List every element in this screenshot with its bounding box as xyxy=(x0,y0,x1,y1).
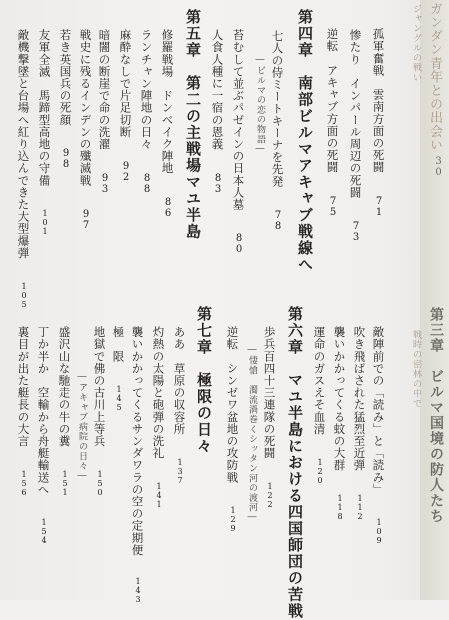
toc-item: 吹き飛ばされた猛烈至近弾 112 xyxy=(352,326,367,521)
toc-item: 麻酔なしで片足切断 92 xyxy=(118,29,133,183)
toc-item: 裏目が出た艇長の大言 156 xyxy=(16,326,31,497)
toc-item: 歩兵百四十三連隊の死闘 122 xyxy=(262,326,277,509)
toc-item: 丁か半か 空輸から舟艇輸送へ 154 xyxy=(36,326,51,546)
toc-item: 若き英国兵の死顔 98 xyxy=(58,29,73,171)
chapter-title: 第四章 南部ビルマアキャブ戦線へ xyxy=(296,9,314,273)
toc-subtitle: ―悽愴 濁流渦巻くシッタン河の渡河― xyxy=(247,345,257,524)
right-edge-title: ガンダン青年との出会い xyxy=(427,2,442,152)
right-edge-subtitle: ジャングルの戦い xyxy=(411,4,421,83)
toc-item: 極 限 145 xyxy=(111,326,126,412)
toc-item: 修羅戦場 ドンベイク陣地 86 xyxy=(160,29,175,219)
toc-item: 友軍全滅 馬蹄型高地の守備 101 xyxy=(37,29,52,236)
toc-item: 灼熱の太陽と砲弾の洗礼 141 xyxy=(151,326,166,509)
toc-item: 七人の侍ミートキーナを先発 78 xyxy=(270,30,285,232)
right-edge-page: 30 xyxy=(433,156,444,178)
toc-item: 敵陣前での「読み」と「読み」 109 xyxy=(371,326,386,546)
chapter-title: 第七章 極限の日々 xyxy=(195,306,213,455)
toc-item: 人食人種に一宿の恩義 83 xyxy=(210,29,225,195)
toc-item: 苔むして並ぶパゼインの日本人墓 80 xyxy=(231,29,246,256)
right-edge-item: 戦時の密林の中で xyxy=(411,330,421,409)
toc-subtitle: ―アキャブ病院の日々― xyxy=(77,372,87,482)
toc-item: 逆転 アキャブ方面の死闘 75 xyxy=(325,28,340,218)
toc-item: 戦史に残るインデンの殲滅戦 97 xyxy=(78,29,93,231)
toc-item: 惨たり インパール周辺の死闘 73 xyxy=(348,29,363,244)
toc-item: ああ 草原の収容所 137 xyxy=(172,326,187,485)
toc-item: 孤軍奮戦 雲南方面の死闘 71 xyxy=(371,28,386,218)
toc-item: 暗闇の断崖で命の洗濯 93 xyxy=(97,29,112,195)
toc-item: 敵機撃墜と台場へ紅り込んできた大型爆弾 105 xyxy=(16,29,31,309)
toc-item: 盛沢山な馳走の牛の糞 151 xyxy=(57,326,72,497)
toc-item: 逆転 シンゼワ盆地の攻防戦 129 xyxy=(225,326,240,533)
chapter-title: 第五章 第二の主戦場マユ半島 xyxy=(184,9,202,240)
right-edge-chapter: 第三章 ビルマ国境の防人たち xyxy=(428,307,444,524)
toc-item: ランチャン陣地の日々 88 xyxy=(139,29,154,195)
chapter-title: 第六章 マユ半島における四国師団の苦戦 xyxy=(286,306,304,620)
toc-item: 襲いかかってくるサンダワラの空の定期便 143 xyxy=(130,326,145,604)
toc-item: 襲いかかってくる蚊の大群 118 xyxy=(332,326,347,521)
toc-item: 地獄で佛の古川上等兵 150 xyxy=(92,326,107,497)
toc-subtitle: ―ビルマの恋の物語― xyxy=(255,55,265,155)
toc-item: 運命のガスえそ血清 120 xyxy=(312,326,327,485)
